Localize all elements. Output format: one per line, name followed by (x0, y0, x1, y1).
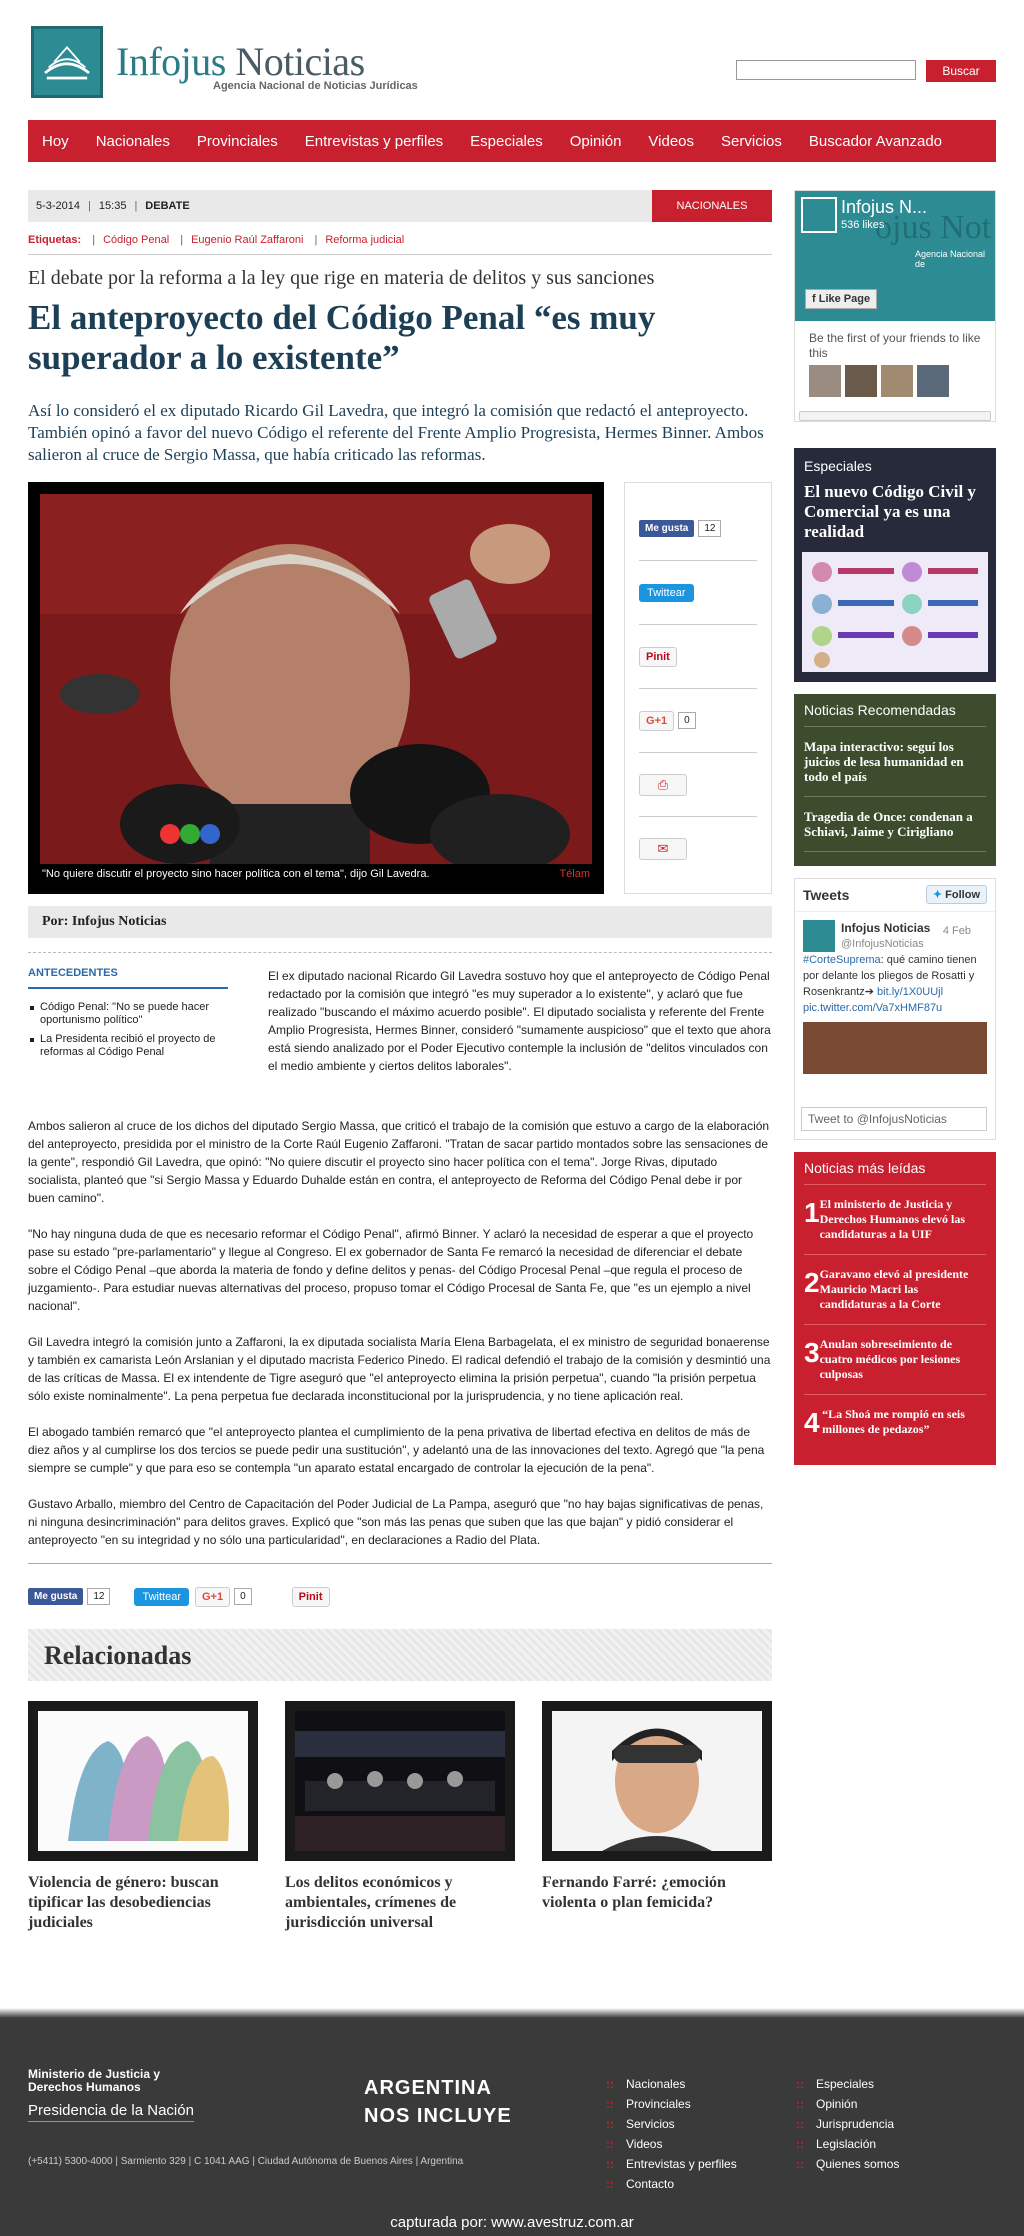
footer-links-col2 (796, 2074, 899, 2174)
twitter-share-button[interactable]: Twittear (134, 1588, 189, 1606)
recomendadas-title: Noticias Recomendadas (804, 702, 986, 727)
antecedente-link[interactable]: La Presidenta recibió el proyecto de reformas al Código Penal (28, 1033, 228, 1059)
related-heading: Relacionadas (28, 1629, 772, 1681)
article-lead: Así lo consideró el ex diputado Ricardo Gil Lavedra, que integró la comisión que redactó el anteproyecto. También opinó a favor del nuevo Código el referente del Frente Amplio Progresista, Hermes Binner. Ambos salieron al cruce de Sergio Massa, que había criticado las reformas. (28, 401, 764, 464)
avatar[interactable] (881, 365, 913, 397)
related-card[interactable] (28, 1701, 258, 1933)
related-card[interactable] (285, 1701, 515, 1933)
mas-leidas-item[interactable] (804, 1255, 986, 1325)
fb-friends (795, 321, 995, 407)
tweet-hashtag[interactable]: #CorteSuprema (803, 954, 881, 966)
tags-row: Etiquetas: | Código Penal | Eugenio Raúl Zaffaroni | Reforma judicial (28, 234, 772, 255)
recomendada-link[interactable]: Tragedia de Once: condenan a Schiavi, Jaime y Cirigliano (804, 797, 986, 852)
fb-friend-avatars (809, 365, 981, 397)
nav-item-buscador[interactable]: Buscador Avanzado (808, 132, 943, 150)
footer-link[interactable]: :: Quienes somos (796, 2154, 899, 2174)
tweet-date: 4 Feb (942, 925, 971, 937)
email-icon[interactable]: ✉ (639, 838, 687, 860)
capture-credit: capturada por: www.avestruz.com.ar (390, 2214, 634, 2231)
footer-link[interactable]: :: Entrevistas y perfiles (606, 2154, 737, 2174)
nav-item-especiales[interactable]: Especiales (470, 132, 543, 150)
footer-address: (+5411) 5300-4000 | Sarmiento 329 | C 1041 AAG | Ciudad Autónoma de Buenos Aires | Argentina (28, 2156, 464, 2167)
footer-link[interactable]: :: Jurisprudencia (796, 2114, 899, 2134)
footer-shadow (0, 2008, 1024, 2018)
share-bar-bottom (28, 1563, 772, 1609)
tweet-author[interactable]: Infojus Noticias (841, 921, 931, 935)
antecedentes-title: ANTECEDENTES (28, 967, 228, 989)
facebook-like-button[interactable]: Me gusta (639, 520, 694, 537)
nav-item-servicios[interactable]: Servicios (721, 132, 782, 150)
mas-leidas-link[interactable]: Garavano elevó al presidente Mauricio Macri las candidaturas a la Corte (819, 1267, 969, 1311)
article-kicker: El debate por la reforma a la ley que rige en materia de delitos y sus sanciones (28, 267, 655, 289)
article-section: DEBATE (145, 200, 190, 212)
mas-leidas-item[interactable] (804, 1185, 986, 1255)
recomendada-link[interactable]: Mapa interactivo: seguí los juicios de lesa humanidad en todo el país (804, 727, 986, 797)
pinterest-button[interactable]: Pinit (639, 647, 677, 667)
main-nav (28, 120, 996, 162)
site-tagline: Agencia Nacional de Noticias Jurídicas (213, 80, 418, 92)
footer-link[interactable]: :: Provinciales (606, 2094, 737, 2114)
facebook-like-button[interactable]: Me gusta (28, 1588, 83, 1605)
g-count: 0 (234, 1588, 252, 1605)
avatar[interactable] (803, 920, 835, 952)
footer-link[interactable]: :: Servicios (606, 2114, 737, 2134)
nav-item-hoy[interactable]: Hoy (42, 132, 69, 150)
mas-leidas-link[interactable]: “La Shoá me rompió en seis millones de pedazos” (822, 1407, 965, 1436)
footer-link[interactable]: :: Contacto (606, 2174, 737, 2194)
related-title[interactable]: Fernando Farré: ¿emoción violenta o plan femicida? (542, 1874, 726, 1911)
mas-leidas-link[interactable]: Anulan sobreseimiento de cuatro médicos por lesiones culposas (819, 1337, 961, 1381)
antecedentes-list (28, 1001, 228, 1059)
related-grid (28, 1701, 772, 1933)
mas-leidas-item[interactable] (804, 1325, 986, 1395)
article-paragraph: El ex diputado nacional Ricardo Gil Lavedra sostuvo hoy que el anteproyecto de Código Penal redactado por la comisión que integró "es muy superador a lo existente", y aclaró que fue realizado "buscando el máximo acuerdo posible". El diputado socialista y referente del Frente Amplio Progresista, Hermes Binner, consideró "sumamente auspicioso" que el texto que ahora está siendo analizado por el Poder Ejecutivo contemple la inclusión de "delitos vinculados con el medio ambiente y ciertos delitos laborales". (268, 969, 771, 1073)
article-paragraph: El abogado también remarcó que "el anteproyecto plantea el cumplimiento de la pena privativa de libertad efectiva en delitos de más de diez años y al cumplirse los dos tercios se puede pedir una sustitución", y adelantó una de las innovaciones del texto. Agregó que "la pena siempre se cumple" y que para eso se contempla "un aparato estatal encargado de controlar la ejecución de la pena". (28, 1425, 765, 1475)
nav-item-nacionales[interactable]: Nacionales (95, 132, 170, 150)
tweet-link[interactable]: bit.ly/1X0UUjl (877, 986, 944, 998)
photo-row (28, 482, 772, 894)
rank-number: 3 (804, 1337, 820, 1368)
g-count: 0 (678, 712, 696, 729)
mas-leidas-box (794, 1152, 996, 1465)
facebook-page-banner[interactable] (795, 191, 995, 321)
related-title[interactable]: Los delitos económicos y ambientales, crímenes de jurisdicción universal (285, 1874, 457, 1931)
fb-page-likes: 536 likes (841, 219, 885, 231)
antecedentes-box (28, 967, 228, 1065)
especiales-headline[interactable]: El nuevo Código Civil y Comercial ya es una realidad (804, 482, 976, 541)
tags-label: Etiquetas: (28, 234, 82, 246)
antecedente-link[interactable]: Código Penal: "No se puede hacer oportunismo político" (28, 1001, 228, 1027)
article-body-top (28, 967, 772, 1117)
related-image[interactable] (28, 1701, 258, 1861)
avatar[interactable] (917, 365, 949, 397)
related-card[interactable] (542, 1701, 772, 1933)
recomendadas-box (794, 694, 996, 866)
article-paragraph: Gustavo Arballo, miembro del Centro de Capacitación del Poder Judicial de La Pampa, aseguró que "no hay bajas significativas de penas, ni ninguna desincriminación" para delitos graves. Explicó que "son más las penas que suben que las que bajan" y pidió considerar el anteproyecto "en su integridad y no sólo una particularidad", en declaraciones a Radio del Plata. (28, 1497, 764, 1547)
presidencia-logo[interactable]: Presidencia de la Nación (28, 2102, 194, 2122)
site-header (28, 24, 996, 104)
footer-link[interactable]: :: Opinión (796, 2094, 899, 2114)
avatar[interactable] (845, 365, 877, 397)
tag-link[interactable]: Eugenio Raúl Zaffaroni (191, 234, 304, 246)
print-icon[interactable]: ⎙ (639, 774, 687, 796)
tweet-image[interactable] (803, 1022, 987, 1074)
article-byline: Por: Infojus Noticias (28, 906, 772, 938)
nav-item-opinion[interactable]: Opinión (569, 132, 622, 150)
fb-friends-text: Be the first of your friends to like this (809, 331, 981, 360)
footer-link[interactable]: :: Especiales (796, 2074, 899, 2094)
rank-number: 4 (804, 1407, 820, 1438)
google-plus-button[interactable]: G+1 (195, 1587, 230, 1607)
especiales-image[interactable] (802, 552, 988, 672)
search-input[interactable] (736, 60, 916, 80)
tweet-text: : qué camino tienen por delante los pliegos de Rosatti y Rosenkrantz➔ (803, 954, 977, 998)
fb-banner-brand: ojus Not (875, 209, 992, 246)
twitter-follow-button[interactable]: ✦ Follow (926, 885, 987, 904)
article-paragraph: "No hay ninguna duda de que es necesario reformar el Código Penal", afirmó Binner. Y aclaró la necesidad de esperar a que el proyecto pase su estado "pre-parlamentario" y llegue al Congreso. El ex gobernador de Santa Fe remarcó la necesidad de diferenciar el debate sobre el Código Penal –que aborda la materia de fondo y define delitos y penas- del Código Procesal Penal –que regula el proceso de juzgamiento-. Para estudiar nuevas alternativas del proceso, propuso tomar el Código Procesal de Santa Fe, que "es un ejemplo a nivel nacional". (28, 1227, 754, 1313)
fb-page-title[interactable]: Infojus N... (841, 197, 928, 217)
article-photo (28, 482, 604, 894)
tweet-link[interactable]: pic.twitter.com/Va7xHMF87u (803, 1002, 943, 1014)
rank-number: 1 (804, 1197, 820, 1228)
fb-like-page-button[interactable]: f Like Page (805, 289, 877, 309)
fb-banner-sub: Agencia Nacional de (915, 249, 986, 269)
article-paragraph: Gil Lavedra integró la comisión junto a Zaffaroni, la ex diputada socialista María Elena Barbagelata, el ex ministro de seguridad bonaerense y también ex camarista León Arslanian y el diputado macrista Federico Pinedo. El radical defendió el trabajo de la comisión y desmintió una de las críticas de Massa. El ex intendente de Tigre aseguró que "el anteproyecto elimina la prisión perpetua", cuando "la prisión perpetua sólo existe nominalmente". La pena perpetua fue declarada inconstitucional por la jurisprudencia, y no tiene aplicación real. (28, 1335, 771, 1403)
fb-count: 12 (698, 520, 721, 537)
facebook-page-widget (794, 190, 996, 422)
twitter-bird-icon: ✦ (932, 889, 943, 901)
avatar[interactable] (809, 365, 841, 397)
twitter-share-button[interactable]: Twittear (639, 584, 694, 602)
category-badge[interactable]: NACIONALES (652, 190, 772, 222)
article-time: 15:35 (98, 200, 127, 212)
photo-credit: Télam (559, 868, 590, 880)
sidebar (794, 190, 996, 1465)
tweet-handle[interactable]: @InfojusNoticias (841, 938, 924, 950)
photo-caption: "No quiere discutir el proyecto sino hacer política con el tema", dijo Gil Lavedra. (42, 868, 430, 880)
twitter-widget (794, 878, 996, 1140)
ministerio-logo[interactable]: Ministerio de Justicia y Derechos Humanos (28, 2067, 161, 2094)
related-image[interactable] (542, 1701, 772, 1861)
search-button[interactable]: Buscar (926, 60, 996, 82)
facebook-icon: f (812, 293, 816, 305)
related-image[interactable] (285, 1701, 515, 1861)
tweet-to-input[interactable]: Tweet to @InfojusNoticias (801, 1107, 987, 1131)
article-paragraph: Ambos salieron al cruce de los dichos del diputado Sergio Massa, que criticó el trabajo de la comisión que estuvo a cargo de la elaboración del anteproyecto, presidida por el ministro de la Corte Raúl Eugenio Zaffaroni. "Tratan de sacar partido montados sobre las sensaciones de la gente", respondió Gil Lavedra, que opinó: "No quiere discutir el proyecto sino hacer política con el tema". Jorge Rivas, diputado socialista, planteó que "si Sergio Massa y Eduardo Duhalde están en contra, el anteproyecto de Reforma del Código Penal debe ir por buen camino". (28, 1119, 770, 1205)
article-main (28, 190, 772, 1933)
pinterest-button[interactable]: Pinit (292, 1587, 330, 1607)
argentina-logo[interactable]: ARGENTINA NOS INCLUYE (364, 2077, 512, 2127)
footer-links-col1 (606, 2074, 737, 2194)
especiales-title: Especiales (804, 458, 872, 474)
especiales-box (794, 448, 996, 682)
tag-link[interactable]: Reforma judicial (325, 234, 405, 246)
nav-item-videos[interactable]: Videos (648, 132, 695, 150)
tweets-title: Tweets (795, 879, 995, 912)
photo-image (40, 494, 592, 864)
site-footer (0, 2018, 1024, 2236)
related-title[interactable]: Violencia de género: buscan tipificar las desobediencias judiciales (28, 1874, 219, 1931)
mas-leidas-title: Noticias más leídas (804, 1160, 986, 1185)
footer-link[interactable]: :: Nacionales (606, 2074, 737, 2094)
tag-link[interactable]: Código Penal (103, 234, 170, 246)
horizontal-scrollbar[interactable] (799, 411, 991, 421)
site-logo-text[interactable]: Infojus Noticias (116, 39, 365, 84)
divider (28, 952, 772, 953)
nav-item-provinciales[interactable]: Provinciales (196, 132, 278, 150)
nav-item-entrevistas[interactable]: Entrevistas y perfiles (304, 132, 444, 150)
google-plus-button[interactable]: G+1 (639, 711, 674, 731)
mas-leidas-item[interactable] (804, 1395, 986, 1451)
infojus-logo-icon (801, 197, 837, 233)
fb-count: 12 (87, 1588, 110, 1605)
article-meta-bar: 5-3-2014 | 15:35 | DEBATE NACIONALES (28, 190, 772, 222)
rank-number: 2 (804, 1267, 820, 1298)
footer-link[interactable]: :: Legislación (796, 2134, 899, 2154)
article-headline: El anteproyecto del Código Penal “es muy superador a lo existente” (28, 298, 656, 377)
tweet (795, 912, 995, 1082)
mas-leidas-link[interactable]: El ministerio de Justicia y Derechos Humanos elevó las candidaturas a la UIF (819, 1197, 966, 1241)
share-column (624, 482, 772, 894)
footer-link[interactable]: :: Videos (606, 2134, 737, 2154)
infojus-logo-icon[interactable] (31, 26, 103, 98)
article-date: 5-3-2014 (36, 200, 81, 212)
